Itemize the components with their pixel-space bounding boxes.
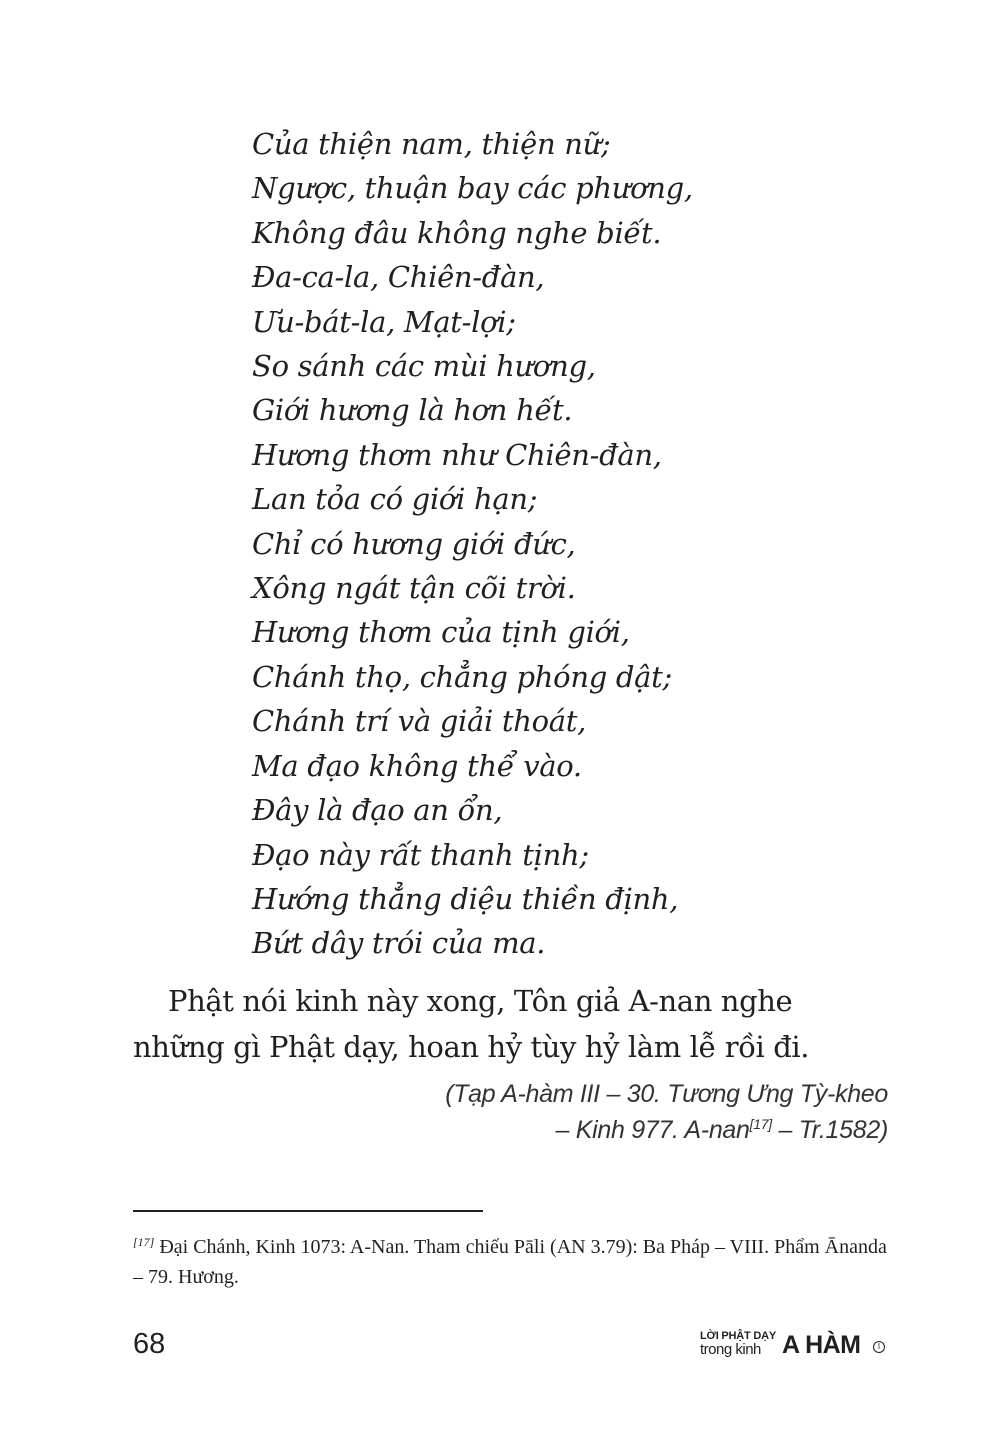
body-paragraph: Phật nói kinh này xong, Tôn giả A-nan nghe những gì Phật dạy, hoan hỷ tùy hỷ làm lễ rồi đi. — [133, 984, 810, 1064]
book-logo — [700, 1328, 890, 1364]
verse-line: Lan tỏa có giới hạn; — [252, 482, 538, 517]
verse-line: Đa-ca-la, Chiên-đàn, — [252, 260, 545, 295]
logo-top-text: LỜI PHẬT DẠY — [700, 1330, 777, 1342]
verse-block — [252, 122, 693, 966]
volume-badge: I — [873, 1341, 885, 1353]
verse-line: Hướng thẳng diệu thiền định, — [252, 881, 679, 916]
citation-line-2 — [445, 1112, 888, 1148]
verse-line: Đạo này rất thanh tịnh; — [252, 837, 589, 872]
verse-line: Ưu-bát-la, Mạt-lợi; — [252, 304, 516, 339]
verse-line: Bứt dây trói của ma. — [252, 926, 546, 961]
verse-line: Hương thơm của tịnh giới, — [252, 615, 630, 650]
verse-line: Ma đạo không thể vào. — [252, 748, 582, 783]
footnote-divider — [133, 1210, 483, 1212]
page-number: 68 — [133, 1328, 166, 1360]
logo-bottom-text: trong kinh — [700, 1341, 761, 1358]
verse-line: Chánh trí và giải thoát, — [252, 704, 587, 739]
verse-line: Ngược, thuận bay các phương, — [252, 171, 693, 206]
logo-title: A HÀM — [782, 1331, 861, 1359]
verse-line: Của thiện nam, thiện nữ; — [252, 127, 611, 161]
verse-line: Hương thơm như Chiên-đàn, — [252, 437, 662, 472]
verse-line: Chỉ có hương giới đức, — [252, 526, 576, 561]
footnote-text: Đại Chánh, Kinh 1073: A-Nan. Tham chiếu Pāli (AN 3.79): Ba Pháp – VIII. Phẩm Ānanda – 79. Hương. — [133, 1236, 887, 1288]
verse-line: Xông ngát tận cõi trời. — [252, 571, 576, 606]
verse-line: Giới hương là hơn hết. — [252, 393, 573, 428]
verse-line: So sánh các mùi hương, — [252, 349, 596, 384]
source-citation — [445, 1076, 888, 1148]
citation-line-2-start: – Kinh 977. A-nan — [555, 1116, 750, 1144]
verse-line: Đây là đạo an ổn, — [252, 793, 503, 828]
verse-line: Chánh thọ, chẳng phóng dật; — [252, 659, 672, 694]
citation-line-1: (Tạp A-hàm III – 30. Tương Ưng Tỳ-kheo — [445, 1080, 888, 1108]
footnote — [133, 1232, 893, 1292]
footnote-reference[interactable]: [17] — [749, 1116, 772, 1132]
footnote-marker: [17] — [133, 1235, 155, 1249]
citation-line-2-end: – Tr.1582) — [771, 1116, 888, 1144]
verse-line: Không đâu không nghe biết. — [252, 215, 662, 250]
